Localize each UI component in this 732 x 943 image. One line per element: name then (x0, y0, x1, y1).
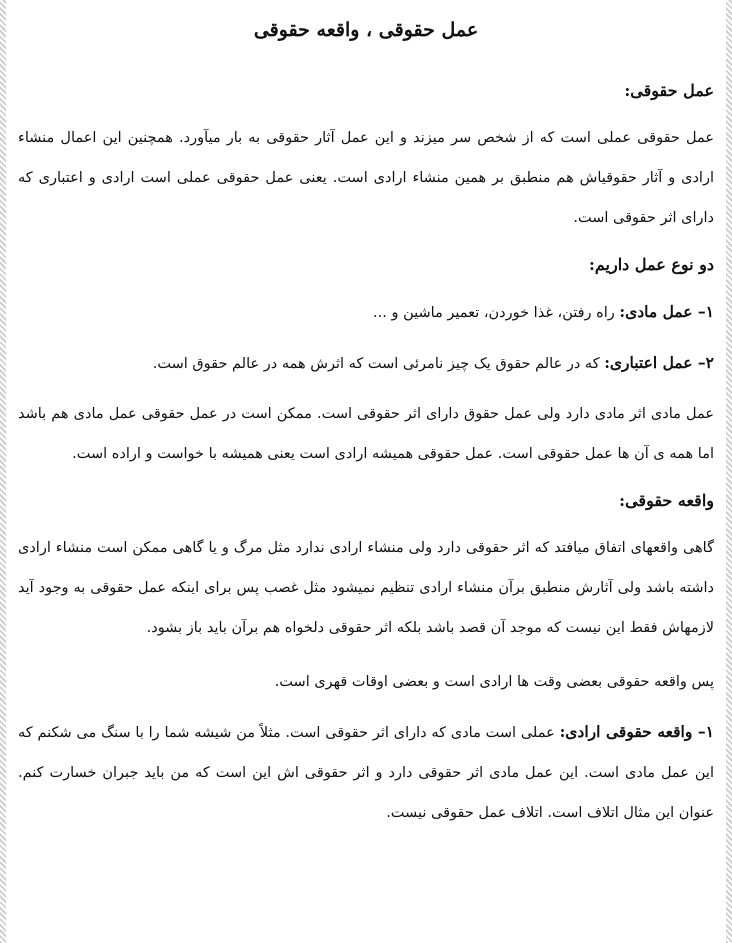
legal-event-paragraph-2: پس واقعه حقوقی بعضی وقت ها ارادی است و بعضی اوقات قهری است. (274, 674, 714, 690)
nominal-act-text: که در عالم حقوق یک چیز نامرئی است که اثرش همه در عالم حقوق است. (152, 356, 605, 372)
material-act-text: راه رفتن، غذا خوردن، تعمیر ماشین و ... (373, 305, 620, 321)
two-types-paragraph: عمل مادی اثر مادی دارد ولی عمل حقوق دارای اثر حقوقی است. ممکن است در عمل حقوقی عمل مادی هم باشد اما همه ی آن ها عمل حقوقی است. عمل حقوقی همیشه ارادی است یعنی همیشه با خواست و اراده است. (18, 406, 714, 462)
legal-event-paragraph-1: گاهی واقعهای اتفاق میافتد که اثر حقوقی دارد ولی منشاء ارادی ندارد مثل مرگ و یا گاهی ممکن است منشاء ارادی داشته باشد ولی آثارش منطبق برآن منشاء ارادی تنظیم نمیشود مثل غصب پس برای اینکه عمل حقوقی به وجود آید لازمهاش فقط این نیست که موجد آن قصد باشد بلکه اثر حقوقی دلخواه هم برآن باید باز بشود. (18, 540, 714, 636)
two-types-heading: دو نوع عمل داریم: (588, 255, 714, 274)
page-edge-left (0, 0, 6, 943)
voluntary-event-item (18, 712, 714, 833)
voluntary-event-label: ۱– واقعه حقوقی ارادی: (559, 722, 714, 741)
document-title: عمل حقوقی ، واقعه حقوقی (253, 19, 479, 41)
page-edge-right (726, 0, 732, 943)
legal-event-heading: واقعه حقوقی: (619, 491, 714, 510)
document-page (18, 16, 714, 943)
legal-act-paragraph: عمل حقوقی عملی است که از شخص سر میزند و این عمل آثار حقوقی به بار میآورد. همچنین این اعمال منشاء ارادی و آثار حقوقیاش هم منطبق بر همین منشاء ارادی است. یعنی عمل حقوقی عملی است ارادی و اعتباری که دارای اثر حقوقی است. (18, 130, 714, 226)
material-act-label: ۱– عمل مادی: (619, 302, 714, 321)
nominal-act-item (18, 343, 714, 384)
material-act-item (18, 292, 714, 333)
voluntary-event-text: عملی است مادی که دارای اثر حقوقی است. مثلاً من شیشه شما را با سنگ می شکنم که این عمل مادی است. این عمل مادی اثر حقوقی دارد و اثر حقوقی اش این است که من باید جبران خسارت کنم. عنوان این مثال اتلاف است. اتلاف عمل حقوقی نیست. (18, 725, 714, 821)
nominal-act-label: ۲– عمل اعتباری: (604, 353, 714, 372)
legal-act-heading: عمل حقوقی: (624, 81, 714, 100)
